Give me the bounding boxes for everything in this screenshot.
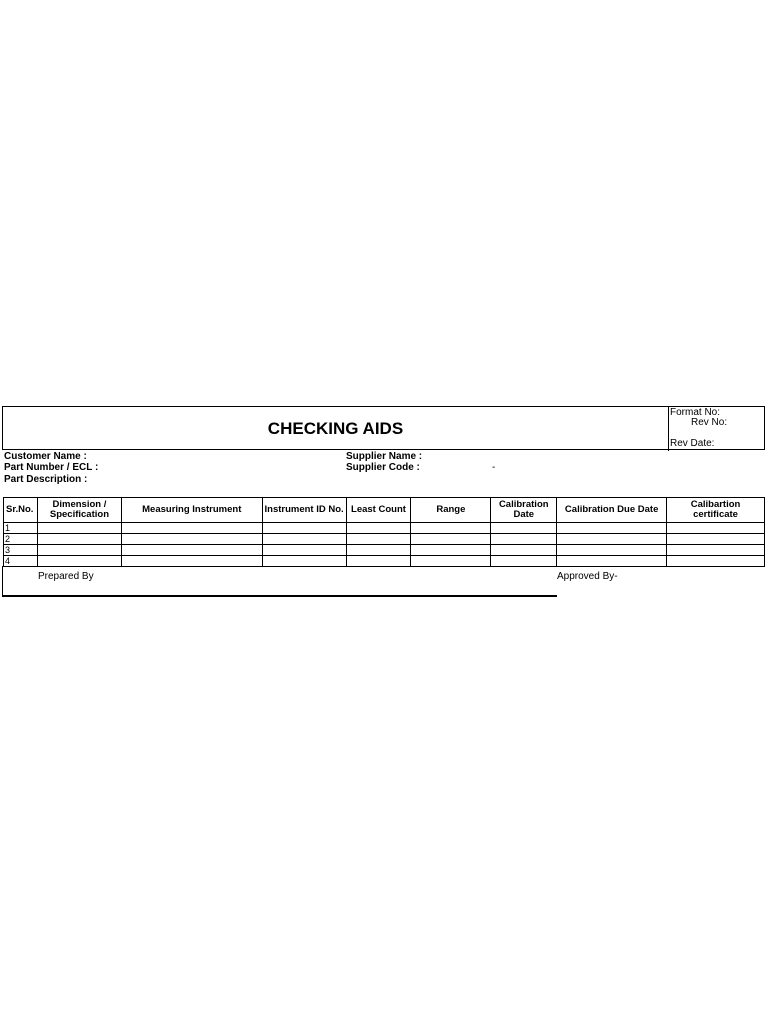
table-cell[interactable] — [121, 545, 262, 556]
column-header: Sr.No. — [4, 498, 38, 523]
table-cell[interactable] — [557, 523, 667, 534]
table-cell[interactable] — [346, 523, 411, 534]
table-row — [4, 556, 765, 567]
customer-name-label: Customer Name : — [4, 451, 87, 462]
table-cell[interactable] — [491, 534, 557, 545]
table-cell[interactable] — [491, 556, 557, 567]
table-cell[interactable] — [262, 534, 346, 545]
supplier-name-label: Supplier Name : — [346, 451, 423, 462]
table-cell[interactable] — [121, 556, 262, 567]
sr-no-cell: 3 — [4, 545, 38, 556]
rev-date-label: Rev Date: — [670, 438, 715, 449]
bottom-border-line — [2, 595, 557, 597]
table-cell[interactable] — [121, 523, 262, 534]
sr-no-cell: 1 — [4, 523, 38, 534]
column-header: Calibartion certificate — [667, 498, 765, 523]
column-header: Calibration Due Date — [557, 498, 667, 523]
table-row — [4, 545, 765, 556]
column-header: Measuring Instrument — [121, 498, 262, 523]
table-cell[interactable] — [557, 534, 667, 545]
table-header-row — [4, 498, 765, 523]
document-meta — [668, 407, 766, 451]
table-cell[interactable] — [667, 534, 765, 545]
table-cell[interactable] — [557, 556, 667, 567]
table-cell[interactable] — [667, 523, 765, 534]
left-border-line — [2, 566, 3, 596]
table-cell[interactable] — [667, 545, 765, 556]
table-cell[interactable] — [346, 534, 411, 545]
approved-by-label: Approved By- — [557, 571, 618, 582]
column-header: Least Count — [346, 498, 411, 523]
supplier-code-label: Supplier Code : — [346, 462, 420, 473]
table-cell[interactable] — [557, 545, 667, 556]
table-cell[interactable] — [491, 545, 557, 556]
format-no-label: Format No: — [670, 407, 721, 418]
part-description-label: Part Description : — [4, 474, 88, 485]
column-header: Range — [411, 498, 491, 523]
table-cell[interactable] — [491, 523, 557, 534]
sr-no-cell: 4 — [4, 556, 38, 567]
supplier-code-value: - — [492, 462, 496, 473]
table-cell[interactable] — [37, 545, 121, 556]
table-cell[interactable] — [411, 556, 491, 567]
table-cell[interactable] — [411, 545, 491, 556]
table-cell[interactable] — [346, 545, 411, 556]
table-cell[interactable] — [667, 556, 765, 567]
form-header — [2, 406, 765, 450]
table-cell[interactable] — [262, 545, 346, 556]
table-cell[interactable] — [411, 534, 491, 545]
form-title: CHECKING AIDS — [267, 419, 404, 438]
table-row — [4, 523, 765, 534]
column-header: Instrument ID No. — [262, 498, 346, 523]
table-cell[interactable] — [37, 534, 121, 545]
table-cell[interactable] — [121, 534, 262, 545]
part-number-label: Part Number / ECL : — [4, 462, 99, 473]
rev-no-label: Rev No: — [691, 417, 728, 428]
table-cell[interactable] — [262, 556, 346, 567]
prepared-by-label: Prepared By — [38, 571, 94, 582]
sr-no-cell: 2 — [4, 534, 38, 545]
table-cell[interactable] — [37, 556, 121, 567]
table-cell[interactable] — [411, 523, 491, 534]
table-cell[interactable] — [37, 523, 121, 534]
table-cell[interactable] — [262, 523, 346, 534]
checking-aids-table — [3, 497, 765, 567]
table-row — [4, 534, 765, 545]
checking-aids-form — [2, 406, 765, 597]
column-header: Dimension / Specification — [37, 498, 121, 523]
column-header: Calibration Date — [491, 498, 557, 523]
table-cell[interactable] — [346, 556, 411, 567]
